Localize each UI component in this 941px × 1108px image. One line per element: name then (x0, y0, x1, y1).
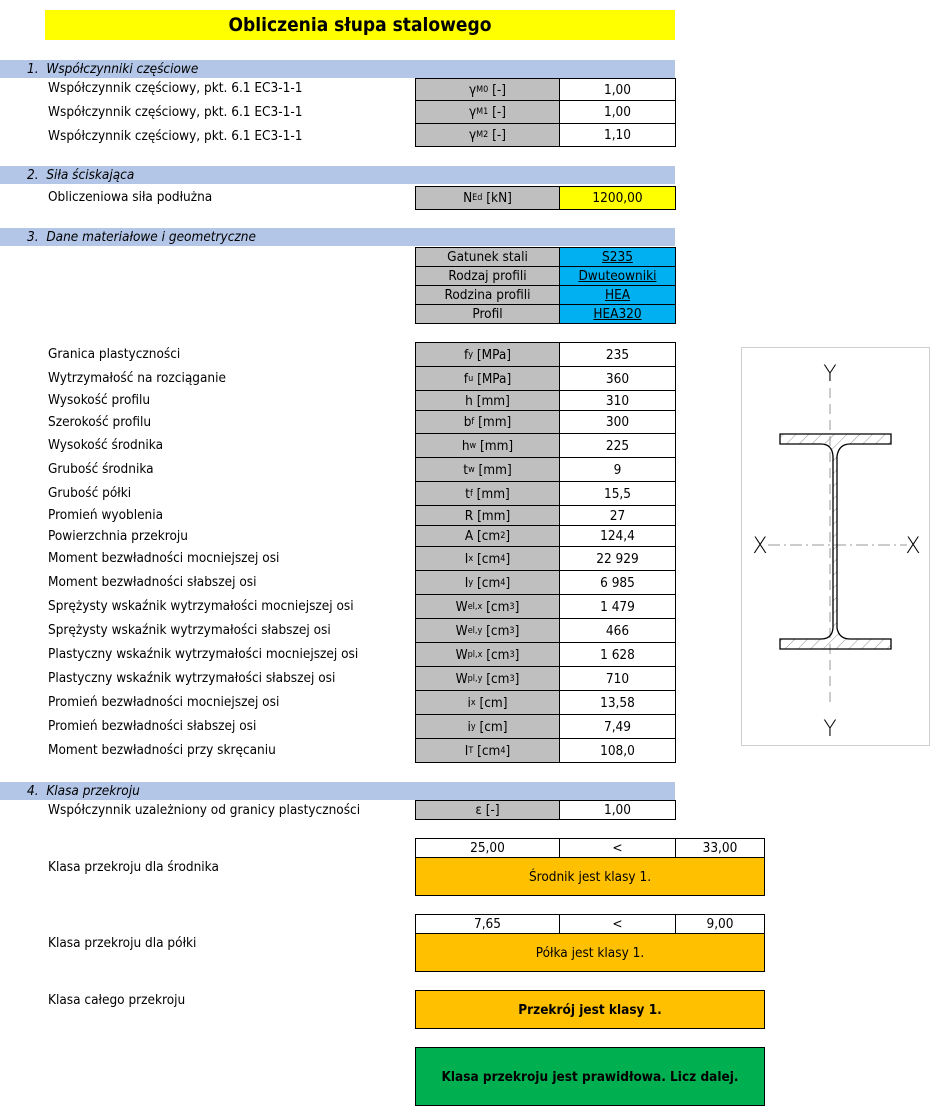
property-label: Grubość środnika (48, 461, 154, 477)
property-value: 225 (559, 433, 676, 458)
section-header-3 (0, 228, 675, 246)
gamma-m2-value[interactable]: 1,10 (559, 123, 676, 147)
page-title: Obliczenia słupa stalowego (45, 10, 675, 40)
gamma-m0-label: Współczynnik częściowy, pkt. 6.1 EC3-1-1 (48, 80, 303, 96)
property-symbol: h w [mm] (415, 433, 560, 458)
section-number: 3. (27, 229, 39, 245)
steel-grade-dropdown[interactable]: S235 (559, 247, 676, 267)
axis-x-left: X (752, 534, 768, 559)
property-symbol: t w [mm] (415, 457, 560, 482)
section-title: Współczynniki częściowe (46, 61, 199, 77)
profile-family-label: Rodzina profili (415, 285, 560, 305)
section-class-label: Klasa całego przekroju (48, 992, 186, 1008)
axis-y-bottom: Y (823, 717, 837, 742)
property-label: Plastyczny wskaźnik wytrzymałości słabszej osi (48, 670, 336, 686)
axial-force-input[interactable]: 1200,00 (559, 186, 676, 210)
axial-force-label: Obliczeniowa siła podłużna (48, 189, 213, 205)
profile-family-dropdown[interactable]: HEA (559, 285, 676, 305)
property-symbol: I x [cm 4 ] (415, 546, 560, 571)
property-symbol: i x [cm] (415, 690, 560, 715)
property-value: 27 (559, 505, 676, 526)
steel-grade-label: Gatunek stali (415, 247, 560, 267)
property-label: Wytrzymałość na rozciąganie (48, 370, 226, 386)
property-symbol: h [mm] (415, 390, 560, 411)
property-label: Moment bezwładności przy skręcaniu (48, 742, 276, 758)
property-label: Promień wyoblenia (48, 507, 164, 523)
axial-force-symbol: N Ed [kN] (415, 186, 560, 210)
property-symbol: i y [cm] (415, 714, 560, 739)
flange-class-ratio: 7,65 (415, 914, 560, 934)
web-class-limit: 33,00 (675, 838, 765, 858)
gamma-m0-symbol: γ M0 [-] (415, 78, 560, 101)
property-value: 710 (559, 666, 676, 691)
property-label: Szerokość profilu (48, 414, 152, 430)
property-value: 13,58 (559, 690, 676, 715)
profile-type-label: Rodzaj profili (415, 266, 560, 286)
property-label: Moment bezwładności mocniejszej osi (48, 550, 280, 566)
section-title: Siła ściskająca (46, 167, 135, 183)
property-symbol: W el,y [cm 3 ] (415, 618, 560, 643)
section-header-1 (0, 60, 675, 78)
property-symbol: W pl,x [cm 3 ] (415, 642, 560, 667)
section-number: 2. (27, 167, 39, 183)
property-value: 235 (559, 342, 676, 367)
section-header-4 (0, 782, 675, 800)
property-value: 310 (559, 390, 676, 411)
property-value: 1 479 (559, 594, 676, 619)
property-label: Powierzchnia przekroju (48, 528, 188, 544)
verdict-badge: Klasa przekroju jest prawidłowa. Licz dalej. (415, 1047, 765, 1106)
section-number: 4. (27, 783, 39, 799)
property-label: Sprężysty wskaźnik wytrzymałości mocniejszej osi (48, 598, 354, 614)
gamma-m1-label: Współczynnik częściowy, pkt. 6.1 EC3-1-1 (48, 104, 303, 120)
property-symbol: W pl,y [cm 3 ] (415, 666, 560, 691)
property-symbol: I y [cm 4 ] (415, 570, 560, 595)
property-label: Sprężysty wskaźnik wytrzymałości słabszej osi (48, 622, 331, 638)
property-label: Granica plastyczności (48, 346, 181, 362)
web-class-result: Środnik jest klasy 1. (415, 857, 765, 896)
axis-x-right: X (905, 534, 921, 559)
property-value: 15,5 (559, 481, 676, 506)
property-label: Promień bezwładności mocniejszej osi (48, 694, 280, 710)
epsilon-symbol: ε [-] (415, 800, 560, 820)
i-beam-diagram (741, 347, 930, 746)
gamma-m1-value[interactable]: 1,00 (559, 100, 676, 124)
section-class-result: Przekrój jest klasy 1. (415, 990, 765, 1029)
property-symbol: t f [mm] (415, 481, 560, 506)
flange-class-operator: < (559, 914, 676, 934)
property-label: Wysokość środnika (48, 437, 164, 453)
web-class-label: Klasa przekroju dla środnika (48, 859, 219, 875)
property-symbol: b f [mm] (415, 410, 560, 434)
property-value: 360 (559, 366, 676, 391)
flange-class-label: Klasa przekroju dla półki (48, 935, 197, 951)
property-value: 7,49 (559, 714, 676, 739)
property-value: 300 (559, 410, 676, 434)
profile-label: Profil (415, 304, 560, 324)
flange-class-result: Półka jest klasy 1. (415, 933, 765, 972)
profile-dropdown[interactable]: HEA320 (559, 304, 676, 324)
i-beam-cross-section-icon (742, 348, 929, 745)
gamma-m2-label: Współczynnik częściowy, pkt. 6.1 EC3-1-1 (48, 128, 303, 144)
property-value: 1 628 (559, 642, 676, 667)
property-symbol: R [mm] (415, 505, 560, 526)
web-class-ratio: 25,00 (415, 838, 560, 858)
property-label: Plastyczny wskaźnik wytrzymałości mocniejszej osi (48, 646, 359, 662)
gamma-m2-symbol: γ M2 [-] (415, 123, 560, 147)
property-symbol: I T [cm 4 ] (415, 738, 560, 763)
property-label: Grubość półki (48, 485, 132, 501)
profile-type-dropdown[interactable]: Dwuteowniki (559, 266, 676, 286)
gamma-m1-symbol: γ M1 [-] (415, 100, 560, 124)
section-title: Dane materiałowe i geometryczne (46, 229, 256, 245)
epsilon-value: 1,00 (559, 800, 676, 820)
property-value: 124,4 (559, 525, 676, 547)
property-value: 22 929 (559, 546, 676, 571)
gamma-m0-value[interactable]: 1,00 (559, 78, 676, 101)
property-value: 6 985 (559, 570, 676, 595)
section-header-2 (0, 166, 675, 184)
property-value: 9 (559, 457, 676, 482)
property-symbol: f y [MPa] (415, 342, 560, 367)
property-symbol: W el,x [cm 3 ] (415, 594, 560, 619)
section-number: 1. (27, 61, 39, 77)
property-value: 108,0 (559, 738, 676, 763)
property-value: 466 (559, 618, 676, 643)
property-symbol: A [cm 2 ] (415, 525, 560, 547)
property-label: Promień bezwładności słabszej osi (48, 718, 257, 734)
flange-class-limit: 9,00 (675, 914, 765, 934)
property-symbol: f u [MPa] (415, 366, 560, 391)
axis-y-top: Y (823, 362, 837, 387)
epsilon-label: Współczynnik uzależniony od granicy plastyczności (48, 802, 361, 818)
property-label: Wysokość profilu (48, 392, 151, 408)
property-label: Moment bezwładności słabszej osi (48, 574, 257, 590)
section-title: Klasa przekroju (46, 783, 140, 799)
web-class-operator: < (559, 838, 676, 858)
